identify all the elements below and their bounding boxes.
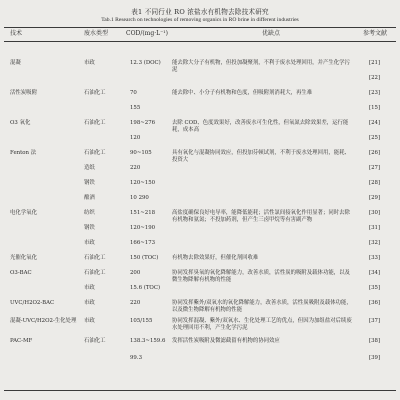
header-effect: 优缺点 [262, 30, 281, 37]
header-cod: COD/(mg·L⁻¹) [126, 30, 169, 37]
row-10-effect: 高盐度确保良好电导率，能降低能耗；活性氯间接氧化作用显著；同时去除有机物和氨氮；不投加药剂，但产生三卤甲烷等有害副产物 [172, 210, 350, 223]
header-type: 废水类型 [84, 30, 109, 37]
row-13-cod: 150 (TOC) [130, 255, 159, 261]
row-15-type: 市政 [84, 285, 95, 291]
bottom-rule [4, 390, 396, 391]
row-2-tech: 活性炭吸附 [10, 90, 37, 96]
header-tech: 技术 [10, 30, 23, 37]
row-6-tech: Fenton 法 [10, 150, 37, 156]
row-4-tech: O3 氧化 [10, 120, 31, 126]
row-7-cod: 220 [130, 165, 141, 171]
row-18-effect: 发挥活性炭吸附及微滤截留有机物的协同效应 [172, 338, 280, 344]
row-3-ref: [15] [369, 105, 381, 111]
row-2-effect: 能去除中、小分子有机物和色度，但吸附剂消耗大，再生难 [172, 90, 313, 96]
row-13-ref: [33] [369, 255, 381, 261]
row-19-ref: [39] [369, 355, 381, 361]
row-14-effect: 协同发挥臭氧的氧化降解能力，改善水质，活性炭的吸附及载体功能，以及微生物降解有机物的性能 [172, 270, 350, 283]
row-3-cod: 155 [130, 105, 141, 111]
row-11-ref: [31] [369, 225, 381, 231]
row-8-cod: 120~150 [130, 180, 156, 186]
row-10-type: 纺织 [84, 210, 95, 216]
table-caption-cn: 表1 不同行业 RO 浓盐水有机物去除技术研究 [131, 8, 269, 16]
row-17-ref: [37] [369, 318, 381, 324]
row-2-type: 石油化工 [84, 90, 106, 96]
row-4-ref: [24] [369, 120, 381, 126]
row-9-type: 酿酒 [84, 195, 95, 201]
row-6-type: 石油化工 [84, 150, 106, 156]
row-1-ref: [22] [369, 75, 381, 81]
row-8-type: 钢铁 [84, 180, 95, 186]
row-6-effect: 具有氧化与混凝协同效应，但投加芬顿试剂，不利于废水处理回用，能耗、投资大 [172, 150, 350, 163]
row-18-tech: PAC-MF [10, 338, 33, 344]
row-4-cod: 198~276 [130, 120, 156, 126]
row-0-effect: 能去除大分子有机物，但投加凝聚剂，不利于废水处理回用，并产生化学污泥 [172, 60, 350, 73]
row-2-cod: 70 [130, 90, 137, 96]
row-5-ref: [25] [369, 135, 381, 141]
row-0-tech: 混凝 [10, 60, 21, 66]
row-8-ref: [28] [369, 180, 381, 186]
row-16-effect: 协同发挥紫外/双氧水的氧化降解能力，改善水质，活性炭吸附及载体功能，以及微生物降解有机物的性能 [172, 300, 352, 313]
row-18-ref: [38] [369, 338, 381, 344]
row-4-effect: 去除 COD、色度效果好，改善废水可生化性，但氧氮去除效果差，运行能耗，成本高 [172, 120, 349, 133]
row-0-type: 市政 [84, 60, 95, 66]
row-0-cod: 12.3 (DOC) [130, 60, 161, 66]
row-17-effect: 协同发挥混凝、紫外/双氧水、生化处理工艺的优点，但因为加组盐对后续废水处理回用不利，产生化学污泥 [172, 318, 352, 331]
row-14-type: 石油化工 [84, 270, 106, 276]
row-19-cod: 99.3 [130, 355, 143, 361]
row-9-ref: [29] [369, 195, 381, 201]
row-6-cod: 90~105 [130, 150, 152, 156]
row-15-ref: [35] [369, 285, 381, 291]
row-18-cod: 138.3~159.6 [130, 338, 166, 344]
row-13-type: 石油化工 [84, 255, 106, 261]
row-4-type: 石油化工 [84, 120, 106, 126]
row-16-tech: UVC/H2O2-BAC [10, 300, 55, 306]
row-16-cod: 220 [130, 300, 141, 306]
row-2-ref: [23] [369, 90, 381, 96]
row-10-cod: 151~218 [130, 210, 156, 216]
header-rule [4, 41, 396, 42]
row-11-type: 钢铁 [84, 225, 95, 231]
row-14-ref: [34] [369, 270, 381, 276]
row-17-tech: 混凝-UVC/H2O2-生化处理 [10, 318, 77, 324]
row-5-cod: 120 [130, 135, 141, 141]
row-12-ref: [32] [369, 240, 381, 246]
row-13-effect: 有机物去除效果好，但催化剂回收难 [172, 255, 259, 261]
top-rule [4, 27, 396, 28]
row-6-ref: [26] [369, 150, 381, 156]
row-7-type: 造纸 [84, 165, 95, 171]
row-17-cod: 105/155 [130, 318, 153, 324]
row-16-type: 市政 [84, 300, 95, 306]
row-12-cod: 166~173 [130, 240, 156, 246]
row-18-type: 石油化工 [84, 338, 106, 344]
row-12-type: 市政 [84, 240, 95, 246]
row-10-tech: 电化学氧化 [10, 210, 37, 216]
row-16-ref: [36] [369, 300, 381, 306]
table-caption-en: Tab.1 Research on technologies of removing organics in RO brine in different industries [101, 17, 299, 23]
row-7-ref: [27] [369, 165, 381, 171]
row-9-cod: 10 290 [130, 195, 149, 201]
row-17-type: 市政 [84, 318, 95, 324]
row-11-cod: 120~190 [130, 225, 156, 231]
row-14-tech: O3-BAC [10, 270, 32, 276]
row-0-ref: [21] [369, 60, 381, 66]
header-ref: 参考文献 [363, 30, 388, 37]
row-14-cod: 200 [130, 270, 141, 276]
row-13-tech: 光催化氧化 [10, 255, 37, 261]
row-15-cod: 15.6 (TOC) [130, 285, 161, 291]
row-10-ref: [30] [369, 210, 381, 216]
